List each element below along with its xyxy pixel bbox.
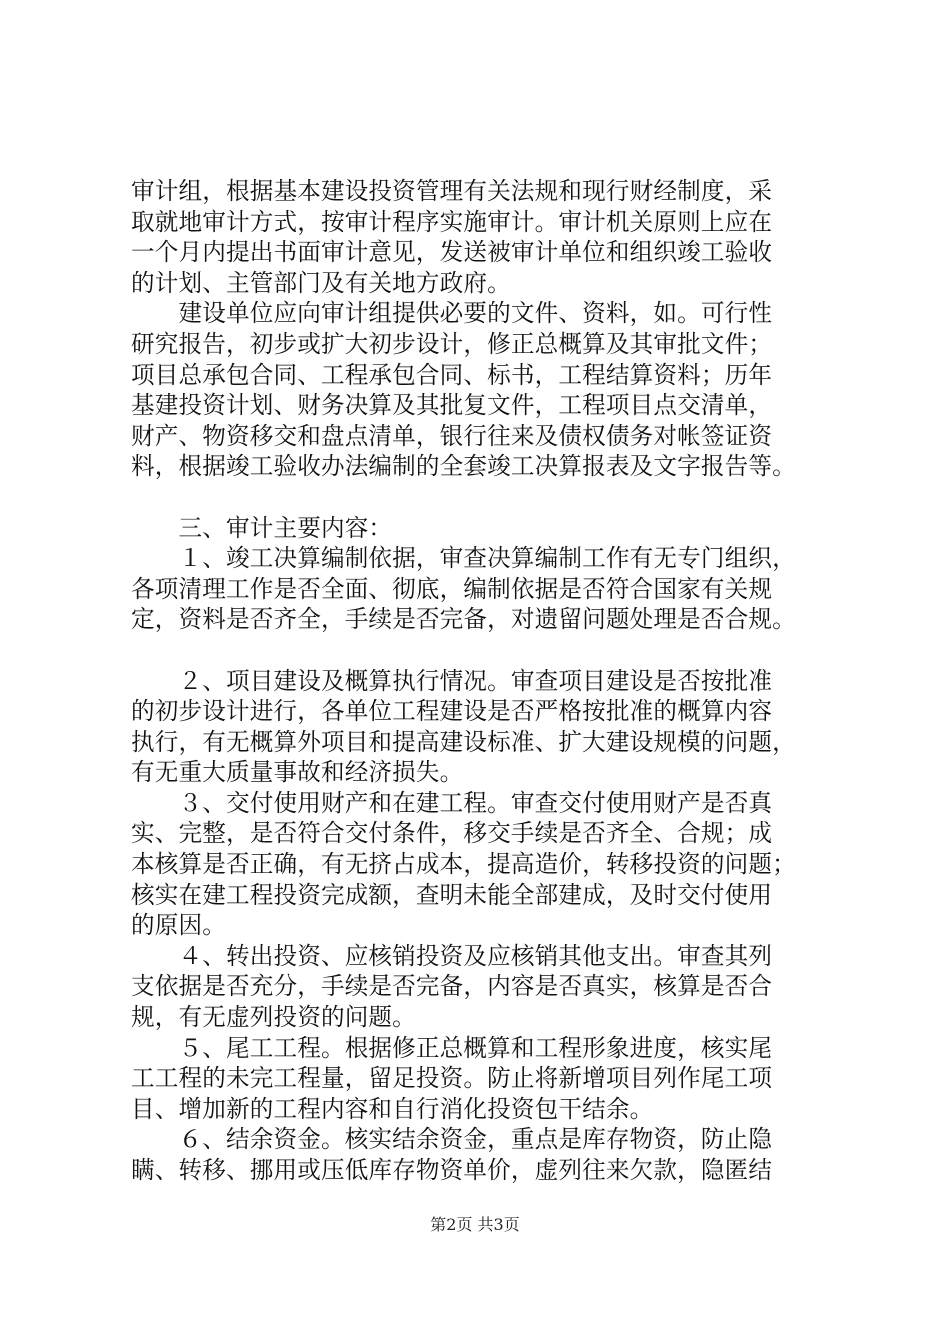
text-line: ５、尾工工程。根据修正总概算和工程形象进度，核实尾 xyxy=(131,1033,773,1062)
text-line: 定，资料是否齐全，手续是否完备，对遗留问题处理是否合规。 xyxy=(131,605,796,634)
body-text xyxy=(131,176,851,1186)
text-line: 基建投资计划、财务决算及其批复文件，工程项目点交清单， xyxy=(131,391,773,420)
text-line: 支依据是否充分，手续是否完备，内容是否真实，核算是否合 xyxy=(131,972,773,1001)
text-line: 的初步设计进行，各单位工程建设是否严格按批准的概算内容 xyxy=(131,697,773,726)
text-line: 目、增加新的工程内容和自行消化投资包干结余。 xyxy=(131,1094,654,1123)
paragraph-gap xyxy=(131,635,851,666)
text-line: ４、转出投资、应核销投资及应核销其他支出。审查其列 xyxy=(131,941,773,970)
text-line: 实、完整，是否符合交付条件，移交手续是否齐全、合规；成 xyxy=(131,819,773,848)
text-line: 项目总承包合同、工程承包合同、标书，工程结算资料；历年 xyxy=(131,360,773,389)
text-line: 审计组，根据基本建设投资管理有关法规和现行财经制度，采 xyxy=(131,177,773,205)
text-line: ６、结余资金。核实结余资金，重点是库存物资，防止隐 xyxy=(131,1125,773,1154)
page-footer: 第2页 共3页 xyxy=(430,1215,520,1234)
text-line: 规，有无虚列投资的问题。 xyxy=(131,1003,416,1032)
text-line: 的计划、主管部门及有关地方政府。 xyxy=(131,268,511,297)
text-line: 取就地审计方式，按审计程序实施审计。审计机关原则上应在 xyxy=(131,207,773,236)
text-line: 有无重大质量事故和经济损失。 xyxy=(131,758,464,787)
text-line: 料，根据竣工验收办法编制的全套竣工决算报表及文字报告等。 xyxy=(131,452,796,481)
text-line: 核实在建工程投资完成额，查明未能全部建成，及时交付使用 xyxy=(131,880,773,909)
text-line: 研究报告，初步或扩大初步设计，修正总概算及其审批文件； xyxy=(131,329,773,358)
text-line: ２、项目建设及概算执行情况。审查项目建设是否按批准 xyxy=(131,666,773,695)
text-line: 瞒、转移、挪用或压低库存物资单价，虚列往来欠款，隐匿结 xyxy=(131,1156,773,1184)
text-line: ３、交付使用财产和在建工程。审查交付使用财产是否真 xyxy=(131,788,773,817)
text-line: 财产、物资移交和盘点清单，银行往来及债权债务对帐签证资 xyxy=(131,421,773,450)
text-line: １、竣工决算编制依据，审查决算编制工作有无专门组织， xyxy=(131,544,796,573)
text-line: 执行，有无概算外项目和提高建设标准、扩大建设规模的问题， xyxy=(131,727,796,756)
text-line: 建设单位应向审计组提供必要的文件、资料，如。可行性 xyxy=(131,299,773,328)
text-line: 工工程的未完工程量，留足投资。防止将新增项目列作尾工项 xyxy=(131,1064,773,1093)
text-line: 本核算是否正确，有无挤占成本，提高造价，转移投资的问题； xyxy=(131,850,796,879)
paragraph-gap xyxy=(131,482,851,513)
section-heading: 三、审计主要内容： xyxy=(131,513,393,542)
text-line: 各项清理工作是否全面、彻底，编制依据是否符合国家有关规 xyxy=(131,574,773,603)
text-line: 的原因。 xyxy=(131,911,226,940)
text-line: 一个月内提出书面审计意见，发送被审计单位和组织竣工验收 xyxy=(131,238,773,267)
